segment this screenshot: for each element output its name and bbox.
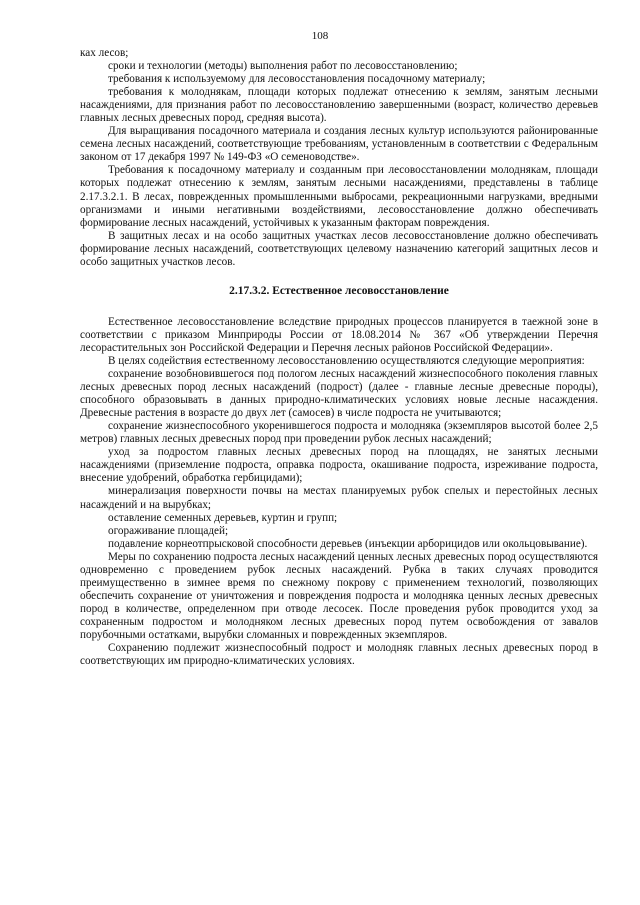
paragraph: уход за подростом главных лесных древесных пород на площадях, не занятых лесными насаждениями (приземление подроста, оправка подроста, окашивание подроста, изреживание подроста, внесение удобрений, обработка гербицидами);: [80, 446, 598, 485]
paragraph: Естественное лесовосстановление вследствие природных процессов планируется в таежной зоне в соответствии с приказом Минприроды России от 18.08.2014 № 367 «Об утверждении Перечня лесорастительных зон Российской Федерации и Перечня лесных районов Российской Федерации».: [80, 315, 598, 354]
paragraph: сохранение жизнеспособного укоренившегося подроста и молодняка (экземпляров высотой более 2,5 метров) главных лесных древесных пород при проведении рубок лесных насаждений;: [80, 420, 598, 446]
page-number: 108: [311, 30, 329, 42]
paragraph: Меры по сохранению подроста лесных насаждений ценных лесных древесных пород осуществляются одновременно с проведением рубок лесных насаждений. Рубка в таких случаях проводится преимущественно в зимнее время по снежному покрову с применением технологий, позволяющих обеспечить сохранение от уничтожения и повреждения подроста и молодняка ценных лесных древесных пород в количестве, определенном при отводе лесосек. После проведения рубок проводится уход за сохраненным подростом и молодняком лесных древесных пород путем освобождения от завалов порубочными остатками, вырубки сломанных и поврежденных экземпляров.: [80, 550, 598, 641]
document-body: [80, 47, 598, 668]
bottom-paragraphs: [80, 316, 598, 668]
paragraph: Требования к посадочному материалу и созданным при лесовосстановлении молоднякам, площади которых подлежат отнесению к землям, занятым лесными насаждениями, представлены в таблице 2.17.3.2.1. В лесах, поврежденных промышленными выбросами, рекреационными нагрузками, вредными организмами и иными негативными воздействиями, лесовосстановление должно обеспечивать формирование лесных насаждений, устойчивых к указанным факторам повреждения.: [80, 164, 598, 229]
paragraph: огораживание площадей;: [108, 524, 229, 537]
paragraph: требования к молоднякам, площади которых подлежат отнесению к землям, занятым лесными насаждениями, для признания работ по лесовосстановлению завершенными (возраст, количество деревьев главных лесных древесных пород, средняя высота).: [80, 86, 598, 125]
top-paragraphs: [80, 47, 598, 269]
paragraph: оставление семенных деревьев, куртин и групп;: [108, 511, 338, 524]
paragraph: ках лесов;: [80, 47, 129, 59]
paragraph: подавление корнеотпрысковой способности деревьев (инъекции арборицидов или окольцовывание).: [108, 537, 588, 550]
paragraph: В защитных лесах и на особо защитных участках лесов лесовосстановление должно обеспечивать формирование лесных насаждений, соответствующих целевому назначению категорий защитных лесов и особо защитных участков лесов.: [80, 229, 598, 268]
paragraph: минерализация поверхности почвы на местах планируемых рубок спелых и перестойных лесных насаждений и на вырубках;: [80, 485, 598, 511]
paragraph: Для выращивания посадочного материала и создания лесных культур используются районированные семена лесных насаждений, соответствующие требованиям, установленным в соответствии с Федеральным законом от 17 декабря 1997 № 149-ФЗ «О семеноводстве».: [80, 125, 598, 164]
paragraph: требования к используемому для лесовосстановления посадочному материалу;: [108, 73, 486, 86]
paragraph: В целях содействия естественному лесовосстановлению осуществляются следующие мероприятия:: [108, 354, 585, 367]
paragraph: сохранение возобновившегося под пологом лесных насаждений жизнеспособного поколения главных лесных древесных пород лесных насаждений (подрост) (далее - главные лесные древесные породы), способного образовывать в данных природно-климатических условиях новые лесные насаждения. Древесные растения в возрасте до двух лет (самосев) в числе подроста не учитываются;: [80, 368, 598, 420]
paragraph: сроки и технологии (методы) выполнения работ по лесовосстановлению;: [108, 60, 458, 73]
paragraph: Сохранению подлежит жизнеспособный подрост и молодняк главных лесных древесных пород в соответствующих им природно-климатических условиях.: [80, 642, 598, 668]
section-heading: 2.17.3.2. Естественное лесовосстановление: [229, 284, 449, 297]
